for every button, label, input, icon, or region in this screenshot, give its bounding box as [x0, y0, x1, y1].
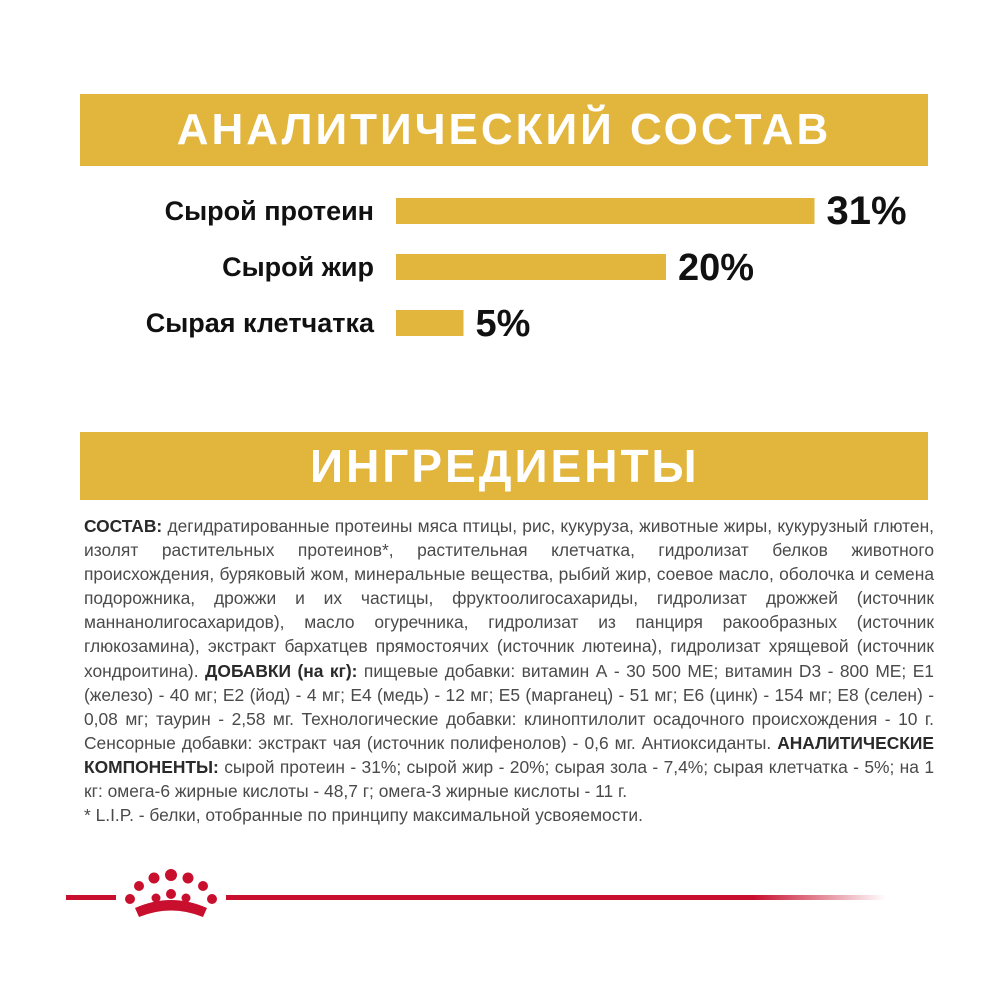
- brand-footer: [0, 862, 1000, 922]
- bar: [396, 254, 666, 280]
- ingredients-text: [84, 514, 934, 827]
- brand-line-left: [66, 895, 116, 900]
- additives-text: пищевые добавки: витамин А - 30 500 МЕ; витамин D3 - 800 МЕ; Е1 (железо) - 40 мг; Е2 (йод) - 4 мг; Е4 (медь) - 12 мг; Е5 (марганец) - 51 мг; Е6 (цинк) - 154 мг; Е8 (селен) - 0,08 мг; таурин - 2,58 мг. Технологические добавки: клиноптилолит осадочного происхождения - 10 г. Сенсорные добавки: экстракт чая (источник полифенолов) - 0,6 мг. Антиоксиданты.: [84, 660, 934, 753]
- bar-value-label: 20%: [678, 247, 755, 289]
- footnote: * L.I.P. - белки, отобранные по принципу максимальной усвояемости.: [84, 805, 643, 826]
- bar: [396, 310, 464, 336]
- composition-text: дегидратированные протеины мяса птицы, рис, кукуруза, животные жиры, кукурузный глютен, изолят растительных протеинов*, растительная клетчатка, гидролизат белков животного происхождения, буряковый жом, минеральные вещества, рыбий жир, соевое масло, оболочка и семена подорожника, дрожжи и их частицы, фруктоолигосахариды, гидролизат дрожжей (источник маннанолигосахаридов), масло огуречника, гидролизат из панциря ракообразных (источник глюкозамина), экстракт бархатцев прямостоячих (источник лютеина), гидролизат хрящевой (источник хондроитина).: [84, 516, 934, 681]
- bar-value-label: 5%: [475, 303, 531, 345]
- analysis-bar-chart: [0, 180, 1000, 350]
- bar-category-label: Сырой протеин: [164, 196, 374, 226]
- analysis-title: АНАЛИТИЧЕСКИЙ СОСТАВ: [176, 105, 832, 154]
- bar: [396, 198, 815, 224]
- analytic-components-label: АНАЛИТИЧЕСКИЕ КОМПОНЕНТЫ:: [84, 732, 934, 777]
- ingredients-title: ИНГРЕДИЕНТЫ: [310, 440, 700, 492]
- additives-label: ДОБАВКИ (на кг):: [205, 660, 358, 681]
- bar-category-label: Сырая клетчатка: [145, 308, 374, 338]
- composition-label: СОСТАВ:: [84, 516, 163, 536]
- bar-category-label: Сырой жир: [222, 252, 374, 282]
- analysis-title-banner: [80, 94, 928, 166]
- ingredients-title-banner: [80, 432, 928, 500]
- analytic-components-text: сырой протеин - 31%; сырой жир - 20%; сырая зола - 7,4%; сырая клетчатка - 5%; на 1 кг: омега-6 жирные кислоты - 48,7 г; омега-3 жирные кислоты - 11 г.: [84, 756, 934, 802]
- bar-value-label: 31%: [826, 189, 907, 233]
- brand-line-right: [226, 895, 886, 900]
- crown-logo-icon: [125, 869, 217, 917]
